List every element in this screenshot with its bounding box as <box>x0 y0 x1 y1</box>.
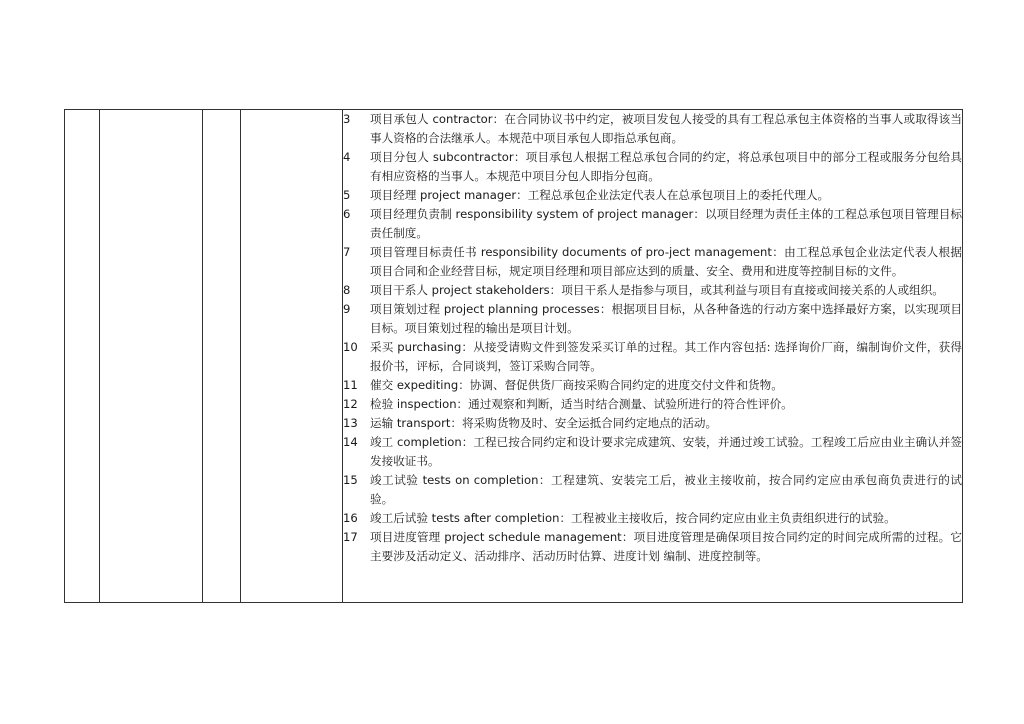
entry-definition: 项目干系人 project stakeholders：项目干系人是指参与项目，或其利益与项目有直接或间接关系的人或组织。 <box>370 283 944 297</box>
entry-number: 6 <box>343 207 351 221</box>
entry-definition: 项目管理目标责任书 responsibility documents of pro-ject management：由工程总承包企业法定代表人根据项目合同和企业经营目标，规定项目经理和项目部应达到的质量、安全、费用和进度等控制目标的文件。 <box>370 245 962 278</box>
entry-number: 3 <box>343 112 351 126</box>
entry-definition: 项目经理负责制 responsibility system of project manager：以项目经理为责任主体的工程总承包项目管理目标责任制度。 <box>370 207 962 240</box>
entry-number: 17 <box>343 530 358 544</box>
list-item <box>343 300 962 338</box>
entry-definition: 催交 expediting：协调、督促供货厂商按采购合同约定的进度交付文件和货物。 <box>370 378 783 392</box>
entry-number: 10 <box>343 340 358 354</box>
entry-number: 9 <box>343 302 351 316</box>
entry-definition: 运输 transport：将采购货物及时、安全运抵合同约定地点的活动。 <box>370 416 718 430</box>
definitions-list <box>343 110 962 566</box>
entry-number: 12 <box>343 397 358 411</box>
entry-number: 4 <box>343 150 351 164</box>
list-item <box>343 395 962 414</box>
entry-definition: 项目策划过程 project planning processes：根据项目目标，从各种备选的行动方案中选择最好方案，以实现项目目标。项目策划过程的输出是项目计划。 <box>370 302 962 335</box>
list-item <box>343 281 962 300</box>
blank-cell-2 <box>100 110 203 603</box>
blank-cell-3 <box>203 110 241 603</box>
list-item <box>343 110 962 148</box>
entry-definition: 竣工 completion：工程已按合同约定和设计要求完成建筑、安装，并通过竣工试验。工程竣工后应由业主确认并签发接收证书。 <box>370 435 962 468</box>
entry-number: 11 <box>343 378 358 392</box>
entry-number: 8 <box>343 283 351 297</box>
table-row <box>65 110 963 603</box>
entry-number: 13 <box>343 416 358 430</box>
list-item <box>343 509 962 528</box>
entry-definition: 竣工试验 tests on completion：工程建筑、安装完工后，被业主接收前，按合同约定应由承包商负责进行的试验。 <box>370 473 962 506</box>
entry-definition: 项目分包人 subcontractor：项目承包人根据工程总承包合同的约定，将总承包项目中的部分工程或服务分包给具有相应资格的当事人。本规范中项目分包人即指分包商。 <box>370 150 962 183</box>
entry-definition: 项目承包人 contractor：在合同协议书中约定，被项目发包人接受的具有工程总承包主体资格的当事人或取得该当事人资格的合法继承人。本规范中项目承包人即指总承包商。 <box>370 112 962 145</box>
list-item <box>343 243 962 281</box>
definitions-cell <box>343 110 963 603</box>
entry-number: 5 <box>343 188 351 202</box>
terms-table <box>64 109 963 603</box>
blank-cell-1 <box>65 110 100 603</box>
list-item <box>343 376 962 395</box>
list-item <box>343 433 962 471</box>
entry-definition: 项目经理 project manager：工程总承包企业法定代表人在总承包项目上的委托代理人。 <box>370 188 830 202</box>
list-item <box>343 414 962 433</box>
list-item <box>343 186 962 205</box>
list-item <box>343 205 962 243</box>
entry-number: 7 <box>343 245 351 259</box>
entry-number: 14 <box>343 435 358 449</box>
entry-definition: 项目进度管理 project schedule management：项目进度管理是确保项目按合同约定的时间完成所需的过程。它主要涉及活动定义、活动排序、活动历时估算、进度计划 编制、进度控制等。 <box>370 530 962 563</box>
list-item <box>343 338 962 376</box>
list-item <box>343 528 962 566</box>
entry-definition: 采买 purchasing：从接受请购文件到签发采买订单的过程。其工作内容包括: 选择询价厂商，编制询价文件，获得报价书，评标，合同谈判，签订采购合同等。 <box>370 340 962 373</box>
entry-definition: 检验 inspection：通过观察和判断，适当时结合测量、试验所进行的符合性评价。 <box>370 397 793 411</box>
blank-cell-4 <box>241 110 343 603</box>
list-item <box>343 148 962 186</box>
entry-definition: 竣工后试验 tests after completion：工程被业主接收后，按合同约定应由业主负责组织进行的试验。 <box>370 511 896 525</box>
entry-number: 15 <box>343 473 358 487</box>
entry-number: 16 <box>343 511 358 525</box>
list-item <box>343 471 962 509</box>
